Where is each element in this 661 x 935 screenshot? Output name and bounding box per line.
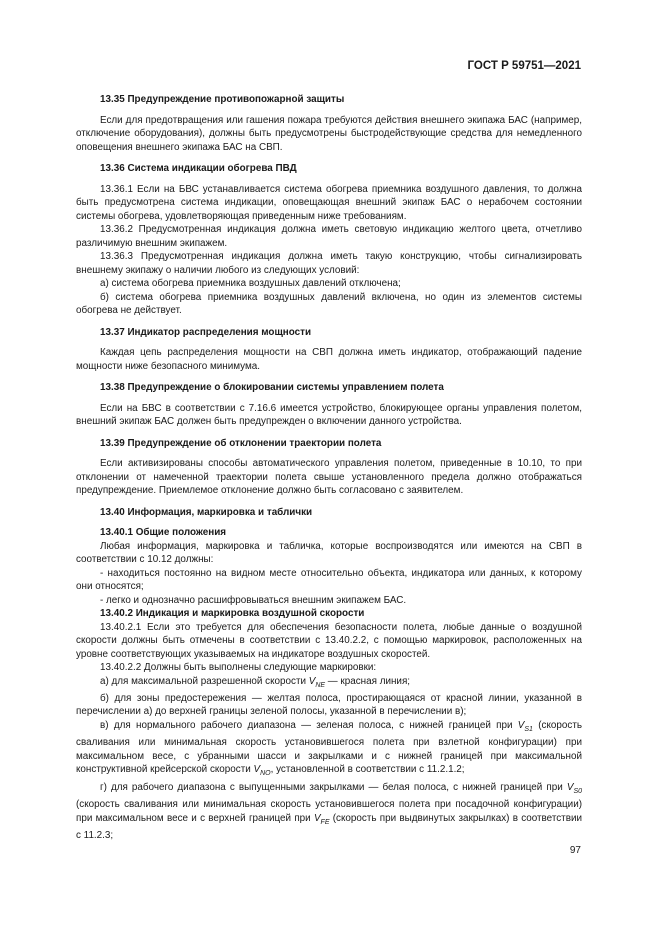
section-13-38-heading: 13.38 Предупреждение о блокировании системы управлением полета [100,382,444,393]
section-13-40-1-heading: 13.40.1 Общие положения [100,527,227,538]
marking-item-c: в) для нормального рабочего диапазона — зеленая полоса, с нижней границей при $V_{S1}$ (скорость сваливания или минимальная скорость установившегося полета при взлетной конфигурации) при максимальном весе, с убранными шасси и закрылками и с нижней границей при максимальной конструктивной крейсерской скорости $V_{NO}$, установленной в соответствии с 11.2.1.2; [76,719,582,778]
marking-item-a: а) для максимальной разрешенной скорости $V_{NE}$ — красная линия; [100,675,411,689]
document-body [76,93,582,843]
paragraph-13-36-2: 13.36.2 Предусмотренная индикация должна иметь световую индикацию желтого цвета, отчетливо различимую внешним экипажем. [76,224,582,249]
section-13-39-paragraph: Если активизированы способы автоматического управления полетом, приведенные в 10.10, то при отклонении от намеченной траектории полета свыше установленного предела должно отображаться предупреждение. Приемлемое отклонение должно быть согласовано с заявителем. [76,458,582,496]
marking-item-b: б) для зоны предостережения — желтая полоса, простирающаяся от красной линии, указанной в перечислении а) до верхней границы зеленой полосы, указанной в перечислении в); [76,692,582,718]
section-13-38-paragraph: Если на БВС в соответствии с 7.16.6 имеется устройство, блокирующее органы управления полетом, внешний экипаж БАС должен быть предупрежден о включении данного устройства. [76,402,582,427]
section-13-36-heading: 13.36 Система индикации обогрева ПВД [100,163,297,174]
section-13-40-2-heading: 13.40.2 Индикация и маркировка воздушной скорости [100,608,365,619]
section-13-40-heading: 13.40 Информация, маркировка и таблички [100,506,313,518]
list-item-dash-2: - легко и однозначно расшифровываться внешним экипажем БАС. [100,594,407,606]
section-13-35-heading: 13.35 Предупреждение противопожарной защиты [100,94,345,105]
marking-item-d: г) для рабочего диапазона с выпущенными закрылками — белая полоса, с нижней границей при $V_{S0}$ (скорость сваливания или минимальная скорость установившегося полета при посадочной конфигурации) при максимальном весе и с верхней границей при $V_{FE}$ (скорость при выдвинутых закрылках) в соответствии с 11.2.3; [76,781,582,842]
list-item-a: а) система обогрева приемника воздушных давлений отключена; [100,278,401,289]
page-number: 97 [569,845,581,856]
paragraph-13-36-3: 13.36.3 Предусмотренная индикация должна иметь такую конструкцию, чтобы сигнализировать внешнему экипажу о наличии любого из следующих условий: [76,251,582,276]
paragraph-13-40-2-1: 13.40.2.1 Если это требуется для обеспечения безопасности полета, любые данные о воздушной скорости должны быть отмечены в соответствии с 13.40.2.2, с помощью маркировок, расположенных на уровне соответствующих указываемых на индикаторе воздушных скоростей. [76,621,582,660]
section-13-39-heading: 13.39 Предупреждение об отклонении траектории полета [100,437,382,449]
section-13-40-1-paragraph: Любая информация, маркировка и табличка, которые воспроизводятся или имеются на СВП в соответствии с 10.12 должны: [76,540,582,565]
section-13-37-paragraph: Каждая цепь распределения мощности на СВП должна иметь индикатор, отображающий падение мощности ниже безопасного минимума. [76,347,582,372]
section-13-37-heading: 13.37 Индикатор распределения мощности [100,326,312,338]
paragraph-13-36-1: 13.36.1 Если на БВС устанавливается система обогрева приемника воздушного давления, то должна быть предусмотрена система индикации, оповещающая внешний экипаж БАС о нерабочем состоянии системы обогрева, удовлетворяющая приведенным ниже требованиям. [76,183,582,222]
paragraph-13-40-2-2: 13.40.2.2 Должны быть выполнены следующие маркировки: [100,662,377,673]
standard-header: ГОСТ Р 59751—2021 [467,60,581,72]
list-item-b: б) система обогрева приемника воздушных давлений включена, но один из элементов системы обогрева не действует. [76,291,582,316]
list-item-dash-1: - находиться постоянно на видном месте относительно объекта, индикатора или данных, к которому они относятся; [76,567,582,592]
section-13-35-paragraph: Если для предотвращения или гашения пожара требуются действия внешнего экипажа БАС (например, отключение оборудования), должны быть предусмотрены быстродействующие средства для немедленного оповещения внешнего экипажа БАС на СВП. [76,114,582,153]
